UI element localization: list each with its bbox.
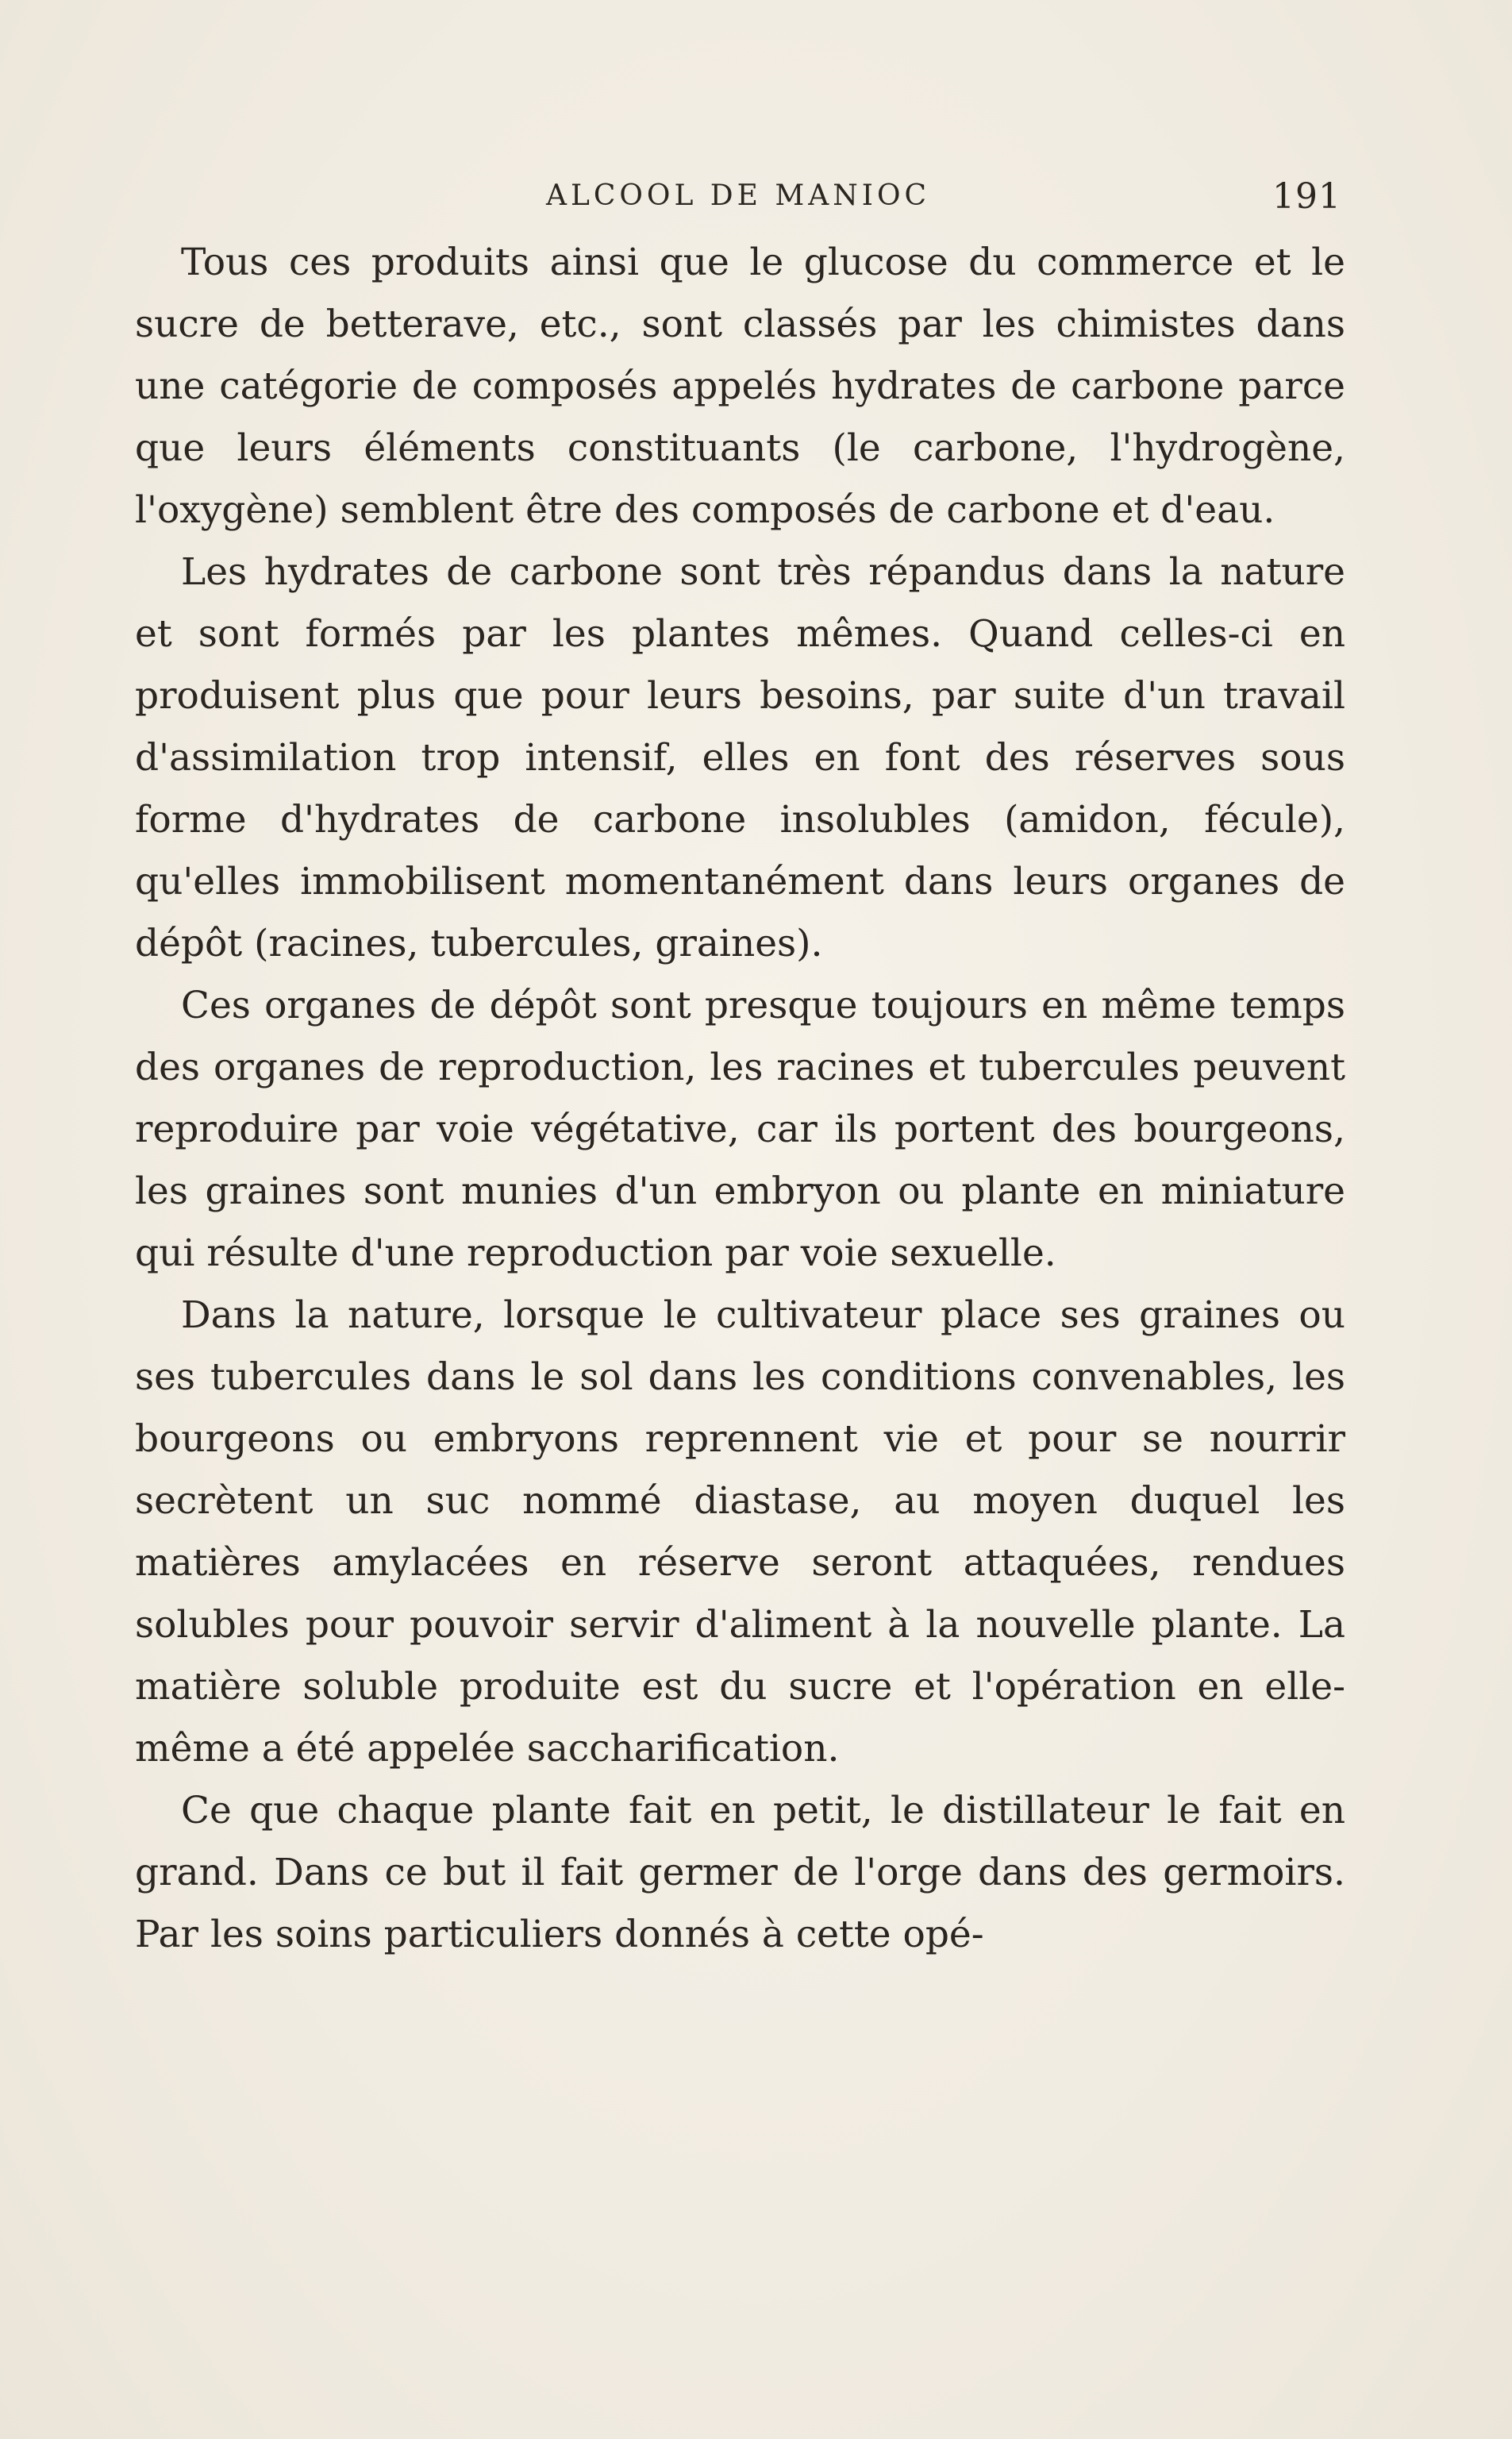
paragraph: Tous ces produits ainsi que le glucose du commerce et le sucre de betterave, etc., sont classés par les chimistes dans une catégorie de composés appelés hydrates de carbone parce que leurs éléments constituants (le carbone, l'hydrogène, l'oxygène) semblent être des composés de carbone et d'eau. xyxy=(135,241,1345,532)
body-text xyxy=(135,232,1345,1966)
paragraph: Ce que chaque plante fait en petit, le distillateur le fait en grand. Dans ce but il fait germer de l'orge dans des germoirs. Par les soins particuliers donnés à cette opé- xyxy=(135,1789,1345,1956)
paragraph: Ces organes de dépôt sont presque toujours en même temps des organes de reproduction, les racines et tubercules peuvent reproduire par voie végétative, car ils portent des bourgeons, les graines sont munies d'un embryon ou plante en miniature qui résulte d'une reproduction par voie sexuelle. xyxy=(135,984,1345,1275)
paragraph: Dans la nature, lorsque le cultivateur place ses graines ou ses tubercules dans le sol dans les conditions convenables, les bourgeons ou embryons reprennent vie et pour se nourrir secrètent un suc nommé diastase, au moyen duquel les matières amylacées en réserve seront attaquées, rendues solubles pour pouvoir servir d'aliment à la nouvelle plante. La matière soluble produite est du sucre et l'opération en elle-même a été appelée saccharification. xyxy=(135,1293,1345,1770)
paragraph: Les hydrates de carbone sont très répandus dans la nature et sont formés par les plantes mêmes. Quand celles-ci en produisent plus que pour leurs besoins, par suite d'un travail d'assimilation trop intensif, elles en font des réserves sous forme d'hydrates de carbone insolubles (amidon, fécule), qu'elles immobilisent momentanément dans leurs organes de dépôt (racines, tubercules, graines). xyxy=(135,550,1345,965)
running-title: ALCOOL DE MANIOC xyxy=(545,179,931,212)
page-number: 191 xyxy=(1272,176,1341,217)
page-header xyxy=(135,176,1341,221)
